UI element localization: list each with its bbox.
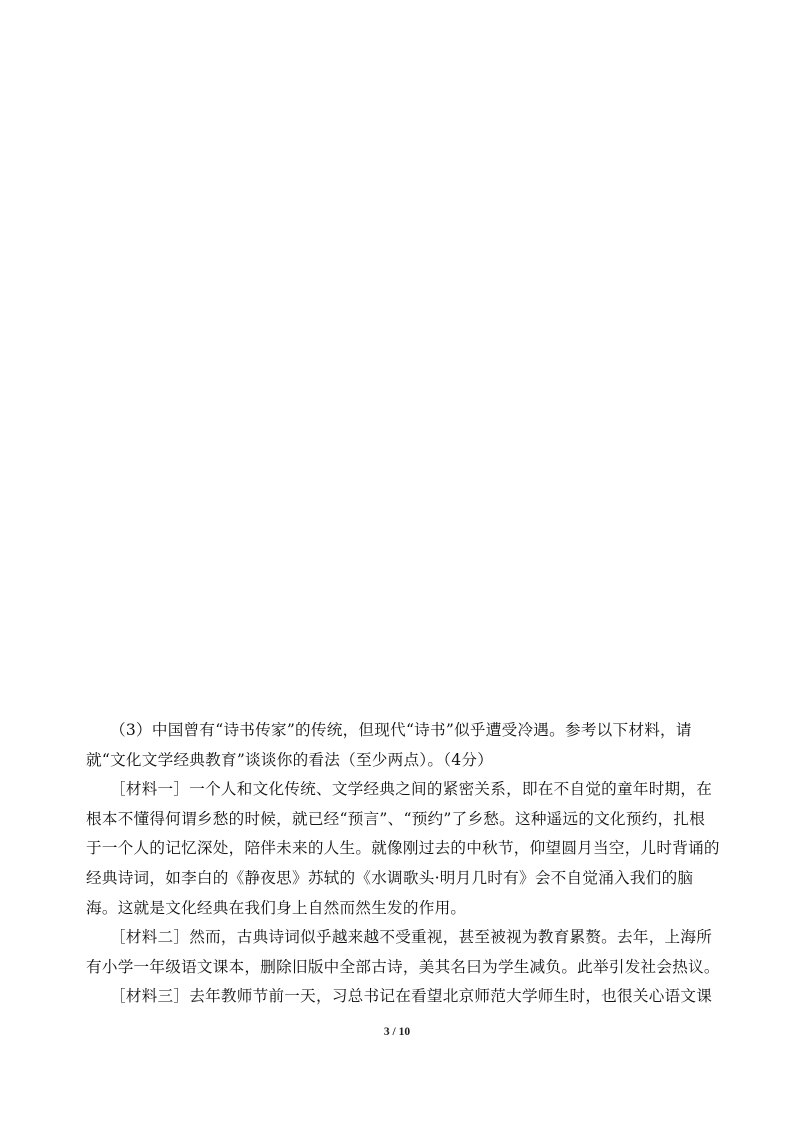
material-1-line-2: 根本不懂得何谓乡愁的时候，就已经“预言”、“预约”了乡愁。这种遥远的文化预约，扎根 bbox=[86, 809, 706, 828]
material-3-line-1: ［材料三］去年教师节前一天，习总书记在看望北京师范大学师生时，也很关心语文课 bbox=[110, 987, 713, 1006]
question-3-line-1: （3）中国曾有“诗书传家”的传统，但现代“诗书”似乎遭受冷遇。参考以下材料，请 bbox=[110, 721, 692, 739]
material-1-line-1: ［材料一］一个人和文化传统、文学经典之间的紧密关系，即在不自觉的童年时期，在 bbox=[110, 780, 713, 799]
page-number: 3 / 10 bbox=[383, 1026, 411, 1038]
question-3-line-2: 就“文化文学经典教育”谈谈你的看法（至少两点）。（4分） bbox=[86, 750, 494, 769]
material-2-line-1: ［材料二］然而，古典诗词似乎越来越不受重视，甚至被视为教育累赘。去年，上海所 bbox=[110, 928, 713, 947]
material-1-line-4: 经典诗词，如李白的《静夜思》苏轼的《水调歌头·明月几时有》会不自觉涌入我们的脑 bbox=[86, 868, 694, 887]
material-2-line-2: 有小学一年级语文课本，删除旧版中全部古诗，美其名曰为学生减负。此举引发社会热议。 bbox=[86, 957, 720, 976]
material-1-line-5: 海。这就是文化经典在我们身上自然而然生发的作用。 bbox=[86, 898, 467, 917]
material-1-line-3: 于一个人的记忆深处，陪伴未来的人生。就像刚过去的中秋节，仰望圆月当空，儿时背诵的 bbox=[86, 839, 720, 858]
question-text-block bbox=[86, 716, 722, 1012]
